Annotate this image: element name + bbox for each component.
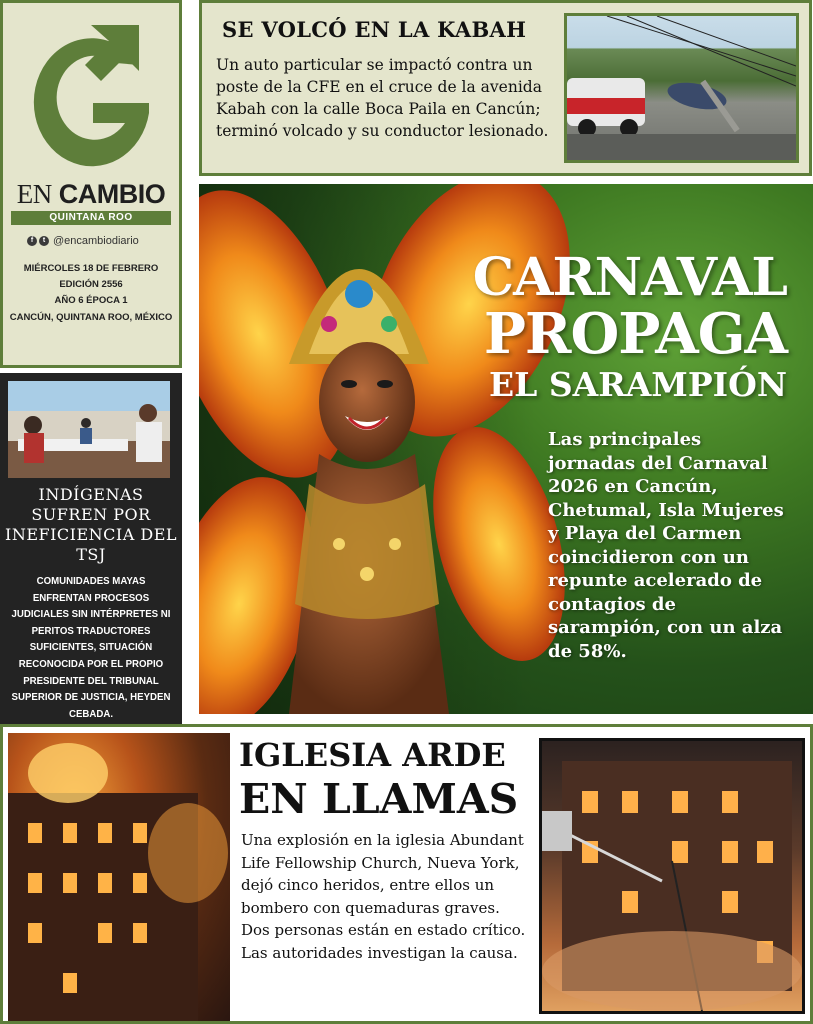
- bottom-story[interactable]: [0, 724, 813, 1024]
- top-story[interactable]: [199, 0, 812, 176]
- sidebar-body: COMUNIDADES MAYAS ENFRENTAN PROCESOS JUDICIALES SIN INTÉRPRETES NI PERITOS TRADUCTORES SUFICIENTES, SITUACIÓN RECONOCIDA POR EL PROPIO PRESIDENTE DEL TRIBUNAL SUPERIOR DE JUSTICIA, HEYDEN CEBADA.: [11, 575, 171, 720]
- volume-info: AÑO 6 ÉPOCA 1: [54, 295, 128, 306]
- bottom-headline-line1: IGLESIA ARDE: [239, 736, 506, 774]
- feature-headline-line2: PROPAGA: [483, 301, 787, 367]
- masthead: [0, 0, 182, 368]
- feature-headline-line3: EL SARAMPIÓN: [489, 365, 787, 404]
- brand-name: [3, 179, 179, 210]
- photo-scene: [8, 733, 230, 1021]
- photo-scene: [542, 741, 802, 1011]
- burning-building-photo: [8, 733, 230, 1021]
- carnival-feature[interactable]: [199, 184, 813, 714]
- feature-headline-line1: CARNAVAL: [472, 247, 787, 308]
- photo-scene: [8, 381, 170, 478]
- feature-headline[interactable]: [472, 247, 787, 404]
- issue-date: MIÉRCOLES 18 DE FEBRERO: [23, 263, 159, 274]
- en-cambio-logo: [21, 13, 166, 178]
- top-story-headline[interactable]: SE VOLCÓ EN LA KABAH: [222, 17, 527, 42]
- twitter-icon[interactable]: t: [39, 236, 49, 246]
- facebook-icon[interactable]: f: [27, 236, 37, 246]
- photo-scene: [567, 16, 796, 160]
- feature-body: Las principales jornadas del Carnaval 2026 en Cancún, Chetumal, Isla Mujeres y Playa del Carmen coincidieron con un repunte acelerado de contagios de sarampión, con un alza de 58%.: [548, 429, 784, 662]
- social-links[interactable]: [27, 235, 139, 247]
- firefighters-photo: [539, 738, 805, 1014]
- bottom-story-body: Una explosión en la iglesia Abundant Life Fellowship Church, Nueva York, dejó cinco heridos, entre ellos un bombero con quemaduras graves. Dos personas están en estado crítico. Las autoridades investigan la causa.: [241, 831, 526, 962]
- state-label: QUINTANA ROO: [11, 211, 171, 225]
- location: CANCÚN, QUINTANA ROO, MÉXICO: [9, 312, 173, 323]
- brand-en: EN: [16, 179, 52, 209]
- overturned-car-photo: [564, 13, 799, 163]
- bottom-headline-line2: EN LLAMAS: [239, 775, 519, 823]
- brand-cambio: CAMBIO: [58, 179, 166, 209]
- top-story-body: Un auto particular se impactó contra un poste de la CFE en el cruce de la avenida Kabah con la calle Boca Paila en Cancún; terminó volcado y su conductor lesionado.: [216, 56, 549, 140]
- edition-info: [3, 261, 179, 323]
- sidebar-story[interactable]: [0, 373, 182, 724]
- sidebar-headline[interactable]: INDÍGENAS SUFREN POR INEFICIENCIA DEL TSJ: [5, 485, 177, 564]
- social-handle[interactable]: @encambiodiario: [53, 235, 139, 247]
- bottom-story-headline[interactable]: [239, 736, 519, 823]
- edition-number: EDICIÓN 2556: [59, 279, 123, 290]
- courthouse-photo: [8, 381, 170, 478]
